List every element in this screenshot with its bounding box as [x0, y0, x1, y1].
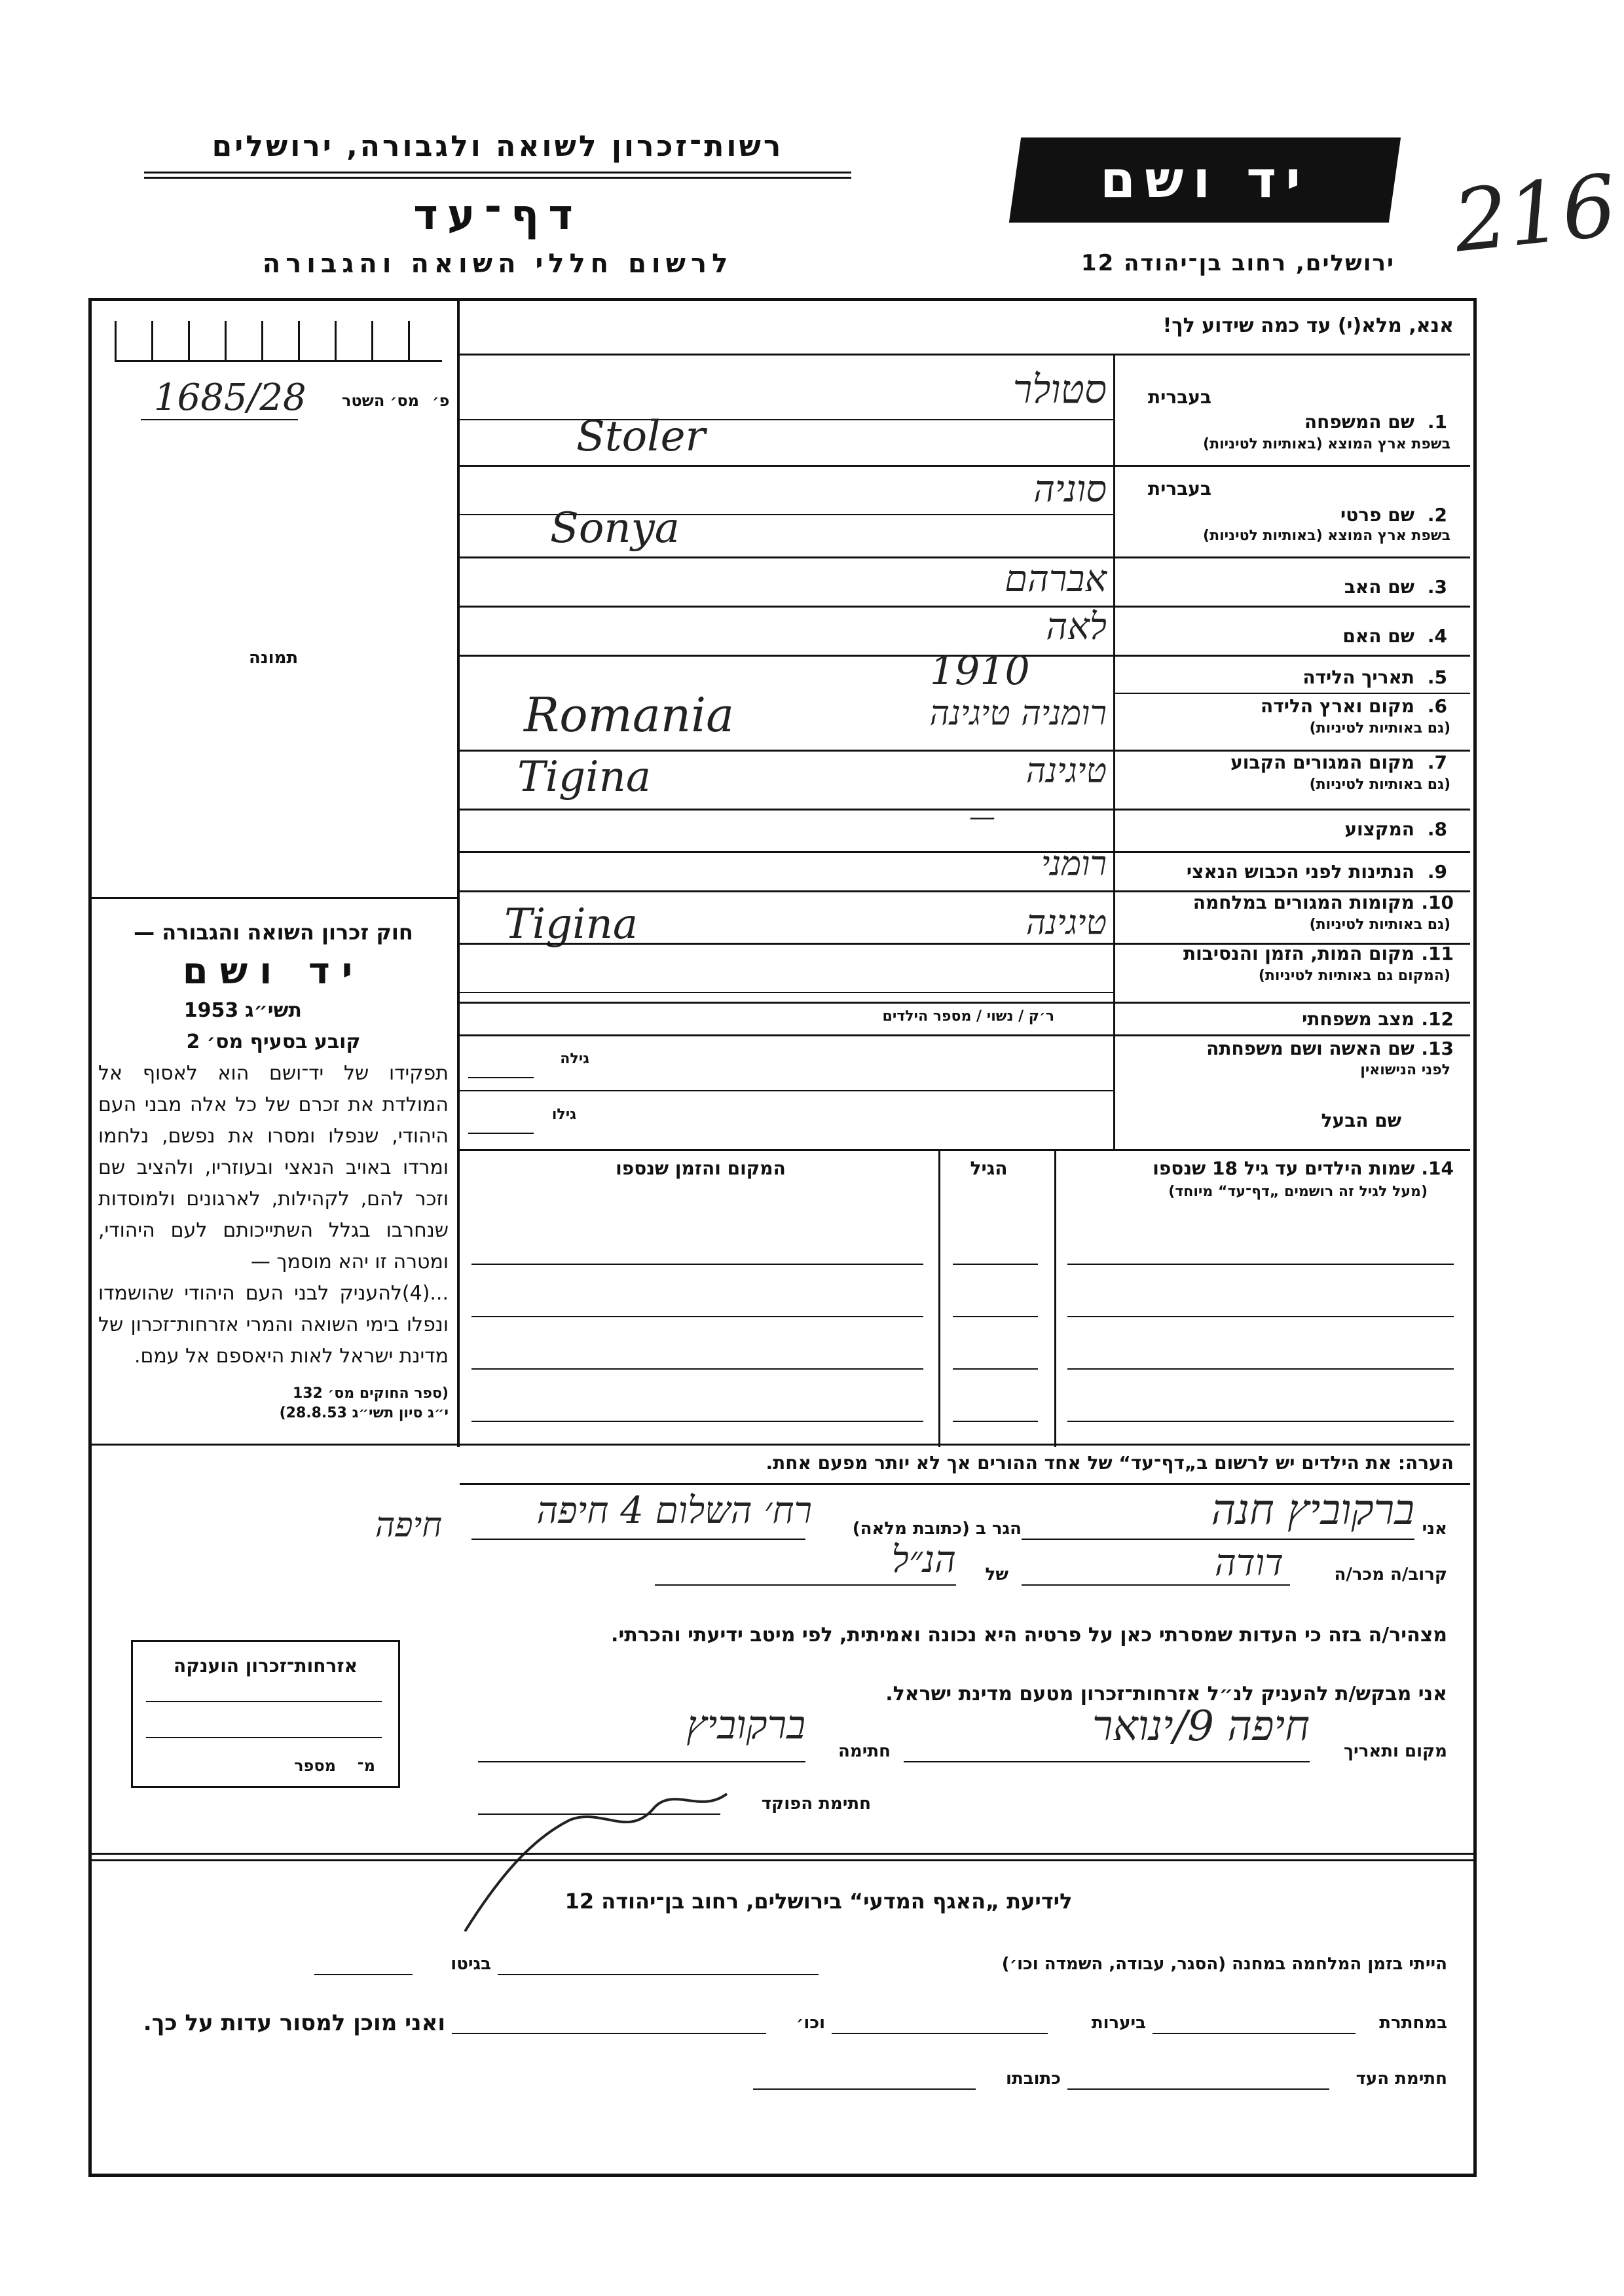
field-3-number: 3.	[1427, 576, 1447, 598]
field-10-sub: (גם באותיות לטיניות)	[1309, 917, 1450, 933]
field-6-number: 6.	[1427, 695, 1447, 717]
field-1-value-latin: Stoler	[576, 412, 706, 461]
law-year-he: תשי״ג	[245, 999, 302, 1022]
field-8-number: 8.	[1427, 818, 1447, 840]
bottom-line1-a: הייתי בזמן המלחמה במחנה (הסגר, עבודה, השמדה וכו׳)	[1001, 1954, 1447, 1974]
husband-label: שם הבעל	[1321, 1110, 1401, 1131]
photo-label: תמונה	[249, 648, 299, 668]
field-1-value-he: סטולר	[1012, 367, 1107, 412]
field-5-label: תאריך הלידה	[1302, 666, 1414, 688]
note: הערה: את הילדים יש לרשום ב„דף־עד“ של אחד ההורים אך לא יותר מפעם אחת.	[766, 1452, 1454, 1474]
field-2-hebrew-marker: בעברית	[1147, 478, 1211, 500]
law-source-2: י״ג סיון תשי״ג 28.8.53)	[279, 1405, 449, 1421]
form-title: דף־עד	[413, 191, 582, 240]
field-4-value-he: לאה	[1046, 606, 1107, 648]
law-body: תפקידו של יד־ושם הוא לאסוף אל המולדת את זכרם של כל אלה מבני העם היהודי, שנפלו ומסרו את נפשם, נלחמו ומרדו באויב הנאצי ובעוזריו, ולהציב שם וזכר להם, לקהילות, לארגונים ולמוסדות שנחרבו בגלל השתייכותם לעם היהודי, ומטרה זו יהא מוסמך —	[98, 1062, 449, 1273]
field-10-label: מקומות המגורים במלחמה	[1192, 892, 1414, 913]
bottom-line1-b: בגיטו	[451, 1954, 491, 1974]
field-1-sub: בשפת ארץ המוצא (באותיות לטיניות)	[1203, 436, 1450, 452]
signature-label: חתימה	[838, 1741, 891, 1761]
field-6-value-he: רומניה טיגינה	[929, 694, 1107, 733]
field-2-sub: בשפת ארץ המוצא (באותיות לטיניות)	[1203, 528, 1450, 544]
request-text: אני מבקש/ת להעניק לנ״ל אזרחות־זכרון מטעם מדינת ישראל.	[885, 1683, 1447, 1705]
field-1-hebrew-marker: בעברית	[1147, 386, 1211, 408]
declarant-address: רח׳ השלום 4 חיפה	[536, 1489, 812, 1532]
field-1-label: שם המשפחה	[1304, 411, 1414, 433]
record-boxes	[115, 321, 442, 362]
husband-age-label: גילו	[551, 1106, 576, 1123]
field-11-number: 11.	[1421, 943, 1454, 964]
field-12-label: מצב משפחתי	[1302, 1008, 1414, 1030]
field-13-label: שם האשה ושם משפחתה	[1206, 1038, 1414, 1059]
place-date: חיפה 9/ינואר	[1092, 1702, 1310, 1751]
field-6-value-latin: Romania	[524, 687, 735, 742]
field-11-sub: (המקום גם באותיות לטיניות)	[1258, 968, 1450, 984]
field-10-value-he: טיגינה	[1025, 903, 1107, 943]
field-10-number: 10.	[1421, 892, 1454, 913]
declarant-of-value: הנ״ל	[891, 1539, 956, 1581]
law-source-1: (ספר החוקים מס׳ 132	[292, 1385, 449, 1402]
field-8-label: המקצוע	[1344, 818, 1414, 840]
field-8-value-he: —	[969, 802, 995, 832]
yad-vashem-logo	[1009, 137, 1401, 223]
children-age-col: הגיל	[970, 1157, 1008, 1179]
field-7-value-latin: Tigina	[517, 753, 651, 801]
field-2-label: שם פרטי	[1340, 504, 1414, 526]
field-7-label: מקום המגורים הקבוע	[1230, 752, 1414, 773]
declarant-relation: דודה	[1215, 1542, 1283, 1584]
bottom-line2-d: ואני מוכן למסור עדות על כך.	[143, 2010, 445, 2036]
bottom-title: לידיעת „האגף המדעי“ בירושלים, רחוב בן־יהודה 12	[564, 1889, 1073, 1914]
field-10-value-latin: Tigina	[504, 900, 638, 949]
certificate-from-label: מ־	[357, 1757, 375, 1775]
field-12-options: ר׳ק / נשוי / מספר הילדים	[882, 1008, 1054, 1025]
field-13-sub: לפני הנישואין	[1360, 1062, 1450, 1078]
field-13-age-label: גילה	[560, 1051, 589, 1067]
bottom-line2-a: במחתרת	[1379, 2013, 1447, 2033]
signature: ברקוביץ	[686, 1702, 805, 1748]
law-year: 1953	[183, 999, 239, 1022]
officer-label: חתימת הפוקד	[761, 1794, 871, 1813]
declaration-text: מצהיר/ה בזה כי העדות שמסרתי כאן על פרטיה היא נכונה ואמיתית, לפי מיטב ידיעתי והכרתי.	[611, 1624, 1447, 1647]
field-5-number: 5.	[1427, 666, 1447, 688]
field-4-number: 4.	[1427, 625, 1447, 647]
law-text-block	[98, 917, 449, 1423]
certificate-number-label: מספר	[294, 1757, 336, 1775]
institution-line: רשות־זכרון לשואה ולגבורה, ירושלים	[212, 130, 784, 163]
bottom-line2-c: וכו׳	[796, 2013, 825, 2033]
field-7-number: 7.	[1427, 752, 1447, 773]
bottom-line3-a: חתימת העד	[1356, 2069, 1447, 2088]
handwritten-number: 216	[1449, 155, 1621, 272]
record-prefix: פ׳	[432, 392, 450, 410]
field-6-sub: (גם באותיות לטיניות)	[1309, 720, 1450, 737]
law-clause: קובע בסעיף מס׳ 2	[186, 1030, 361, 1053]
place-date-label: מקום ותאריך	[1344, 1741, 1447, 1761]
field-2-value-he: סוניה	[1033, 468, 1107, 511]
address: ירושלים, רחוב בן־יהודה 12	[1080, 250, 1395, 276]
field-6-label: מקום וארץ הלידה	[1261, 695, 1414, 717]
declarant-relation-label: קרוב/ה מכר/ה	[1334, 1565, 1447, 1584]
certificate-title: אזרחות־זכרון הוענקה	[174, 1655, 358, 1677]
bottom-line2-b: ביערות	[1091, 2013, 1146, 2033]
field-9-label: הנתינות לפני הכבוש הנאצי	[1186, 861, 1414, 883]
children-sub: (מעל לגיל זה רושמים „דף־עד“ מיוחד)	[1168, 1184, 1428, 1200]
field-3-value-he: אברהם	[1005, 558, 1107, 600]
field-12-number: 12.	[1421, 1008, 1454, 1030]
field-5-value-he: 1910	[930, 648, 1030, 694]
field-2-value-latin: Sonya	[550, 504, 680, 553]
declarant-address-label: הגר ב (כתובת מלאה)	[852, 1519, 1022, 1539]
field-7-value-he: טיגינה	[1025, 752, 1107, 791]
field-13-number: 13.	[1421, 1038, 1454, 1059]
children-label: 14. שמות הילדים עד גיל 18 שנספו	[1153, 1157, 1454, 1179]
field-2-number: 2.	[1427, 504, 1447, 526]
children-place-col: המקום והזמן שנספו	[616, 1157, 786, 1179]
field-7-sub: (גם באותיות לטיניות)	[1309, 776, 1450, 793]
declarant-prefix: אני	[1422, 1519, 1447, 1539]
declarant-city: חיפה	[375, 1506, 442, 1545]
field-4-label: שם האם	[1342, 625, 1414, 647]
law-item-4: ...(4)להעניק לבני העם היהודי שהושמדו ונפלו בימי השואה והמרי אזרחות־זכרון של מדינת ישראל לאות היאספם אל עמם.	[98, 1282, 449, 1368]
field-9-number: 9.	[1427, 861, 1447, 883]
intro: אנא, מלא(י) עד כמה שידוע לך!	[1162, 314, 1454, 337]
law-name: יד ושם	[182, 950, 365, 993]
declarant-name: ברקוביץ חנה	[1211, 1486, 1414, 1535]
law-title: חוק זכרון השואה והגבורה —	[134, 920, 413, 945]
logo-text: יד ושם	[1099, 151, 1310, 210]
field-11-label: מקום המות, הזמן והנסיבות	[1183, 943, 1414, 964]
field-3-label: שם האב	[1344, 576, 1414, 598]
certificate-box	[131, 1640, 400, 1788]
declarant-of-label: של	[985, 1565, 1008, 1584]
form-subtitle: לרשום חללי השואה והגבורה	[262, 249, 733, 279]
record-number-value: 1685/28	[154, 376, 306, 419]
bottom-line3-b: כתובתו	[1006, 2069, 1061, 2088]
field-1-number: 1.	[1427, 411, 1447, 433]
field-9-value-he: רומני	[1041, 845, 1107, 884]
record-number-label: מס׳ השטר	[341, 392, 419, 410]
